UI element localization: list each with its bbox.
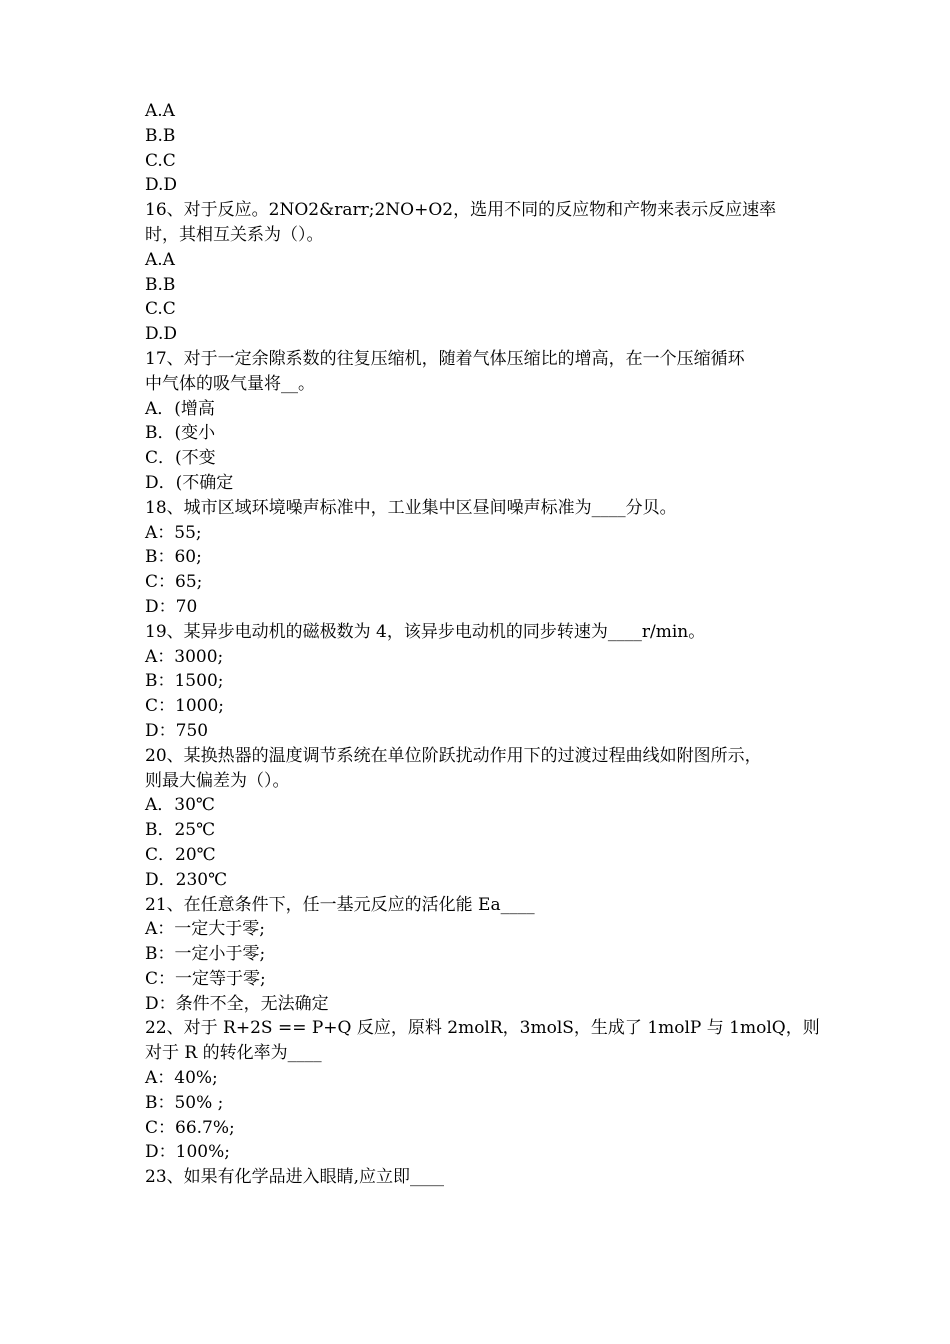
question-16-cont: 时，其相互关系为（）。 xyxy=(145,224,324,245)
option-d: D.D xyxy=(145,324,178,345)
document-body xyxy=(145,99,825,1190)
option-b: B：1500; xyxy=(145,671,224,692)
option-b: B．(变小 xyxy=(145,423,216,444)
option-c: C．(不变 xyxy=(145,448,216,469)
option-d: D：70 xyxy=(145,596,198,617)
question-20-cont: 则最大偏差为（）。 xyxy=(145,770,290,791)
option-c: C.C xyxy=(145,150,176,171)
option-a: A.A xyxy=(145,101,175,121)
question-21: 21、在任意条件下，任一基元反应的活化能 Ea____ xyxy=(145,894,535,915)
option-d: D．230℃ xyxy=(145,869,228,890)
question-18: 18、城市区域环境噪声标准中，工业集中区昼间噪声标准为____分贝。 xyxy=(145,497,677,518)
option-d: D：100%; xyxy=(145,1142,230,1163)
question-22-cont: 对于 R 的转化率为____ xyxy=(145,1043,322,1064)
option-b: B.B xyxy=(145,274,176,295)
option-c: C：66.7%; xyxy=(145,1117,235,1138)
option-a: A：3000; xyxy=(145,646,224,667)
question-16: 16、对于反应。2NO2&rarr;2NO+O2，选用不同的反应物和产物来表示反应速率 xyxy=(145,200,777,221)
option-a: A.A xyxy=(145,249,175,270)
option-b: B：50% ; xyxy=(145,1092,224,1113)
option-a: A：55; xyxy=(145,522,202,543)
option-b: B：60; xyxy=(145,547,202,568)
option-d: D：条件不全，无法确定 xyxy=(145,993,329,1014)
option-d: D．(不确定 xyxy=(145,472,234,493)
option-a: A．30℃ xyxy=(145,795,215,816)
option-c: C．20℃ xyxy=(145,844,216,865)
option-a: A：40%; xyxy=(145,1068,218,1089)
option-b: B.B xyxy=(145,125,176,146)
option-c: C：65; xyxy=(145,572,203,593)
option-b: B：一定小于零; xyxy=(145,944,266,965)
question-22: 22、对于 R+2S == P+Q 反应，原料 2molR，3molS，生成了 1molP 与 1molQ，则 xyxy=(145,1018,820,1039)
option-c: C：一定等于零; xyxy=(145,968,266,989)
option-a: A．(增高 xyxy=(145,398,215,419)
question-17-cont: 中气体的吸气量将__。 xyxy=(145,373,315,394)
question-20: 20、某换热器的温度调节系统在单位阶跃扰动作用下的过渡过程曲线如附图所示， xyxy=(145,745,762,766)
option-c: C.C xyxy=(145,299,176,320)
question-23: 23、如果有化学品进入眼睛,应立即____ xyxy=(145,1167,445,1188)
option-a: A：一定大于零; xyxy=(145,919,266,940)
option-d: D.D xyxy=(145,175,178,196)
question-17: 17、对于一定余隙系数的往复压缩机，随着气体压缩比的增高，在一个压缩循环 xyxy=(145,348,745,369)
question-19: 19、某异步电动机的磁极数为 4，该异步电动机的同步转速为____r/min。 xyxy=(145,621,706,642)
option-d: D：750 xyxy=(145,720,209,741)
option-b: B．25℃ xyxy=(145,820,216,841)
option-c: C：1000; xyxy=(145,696,224,717)
